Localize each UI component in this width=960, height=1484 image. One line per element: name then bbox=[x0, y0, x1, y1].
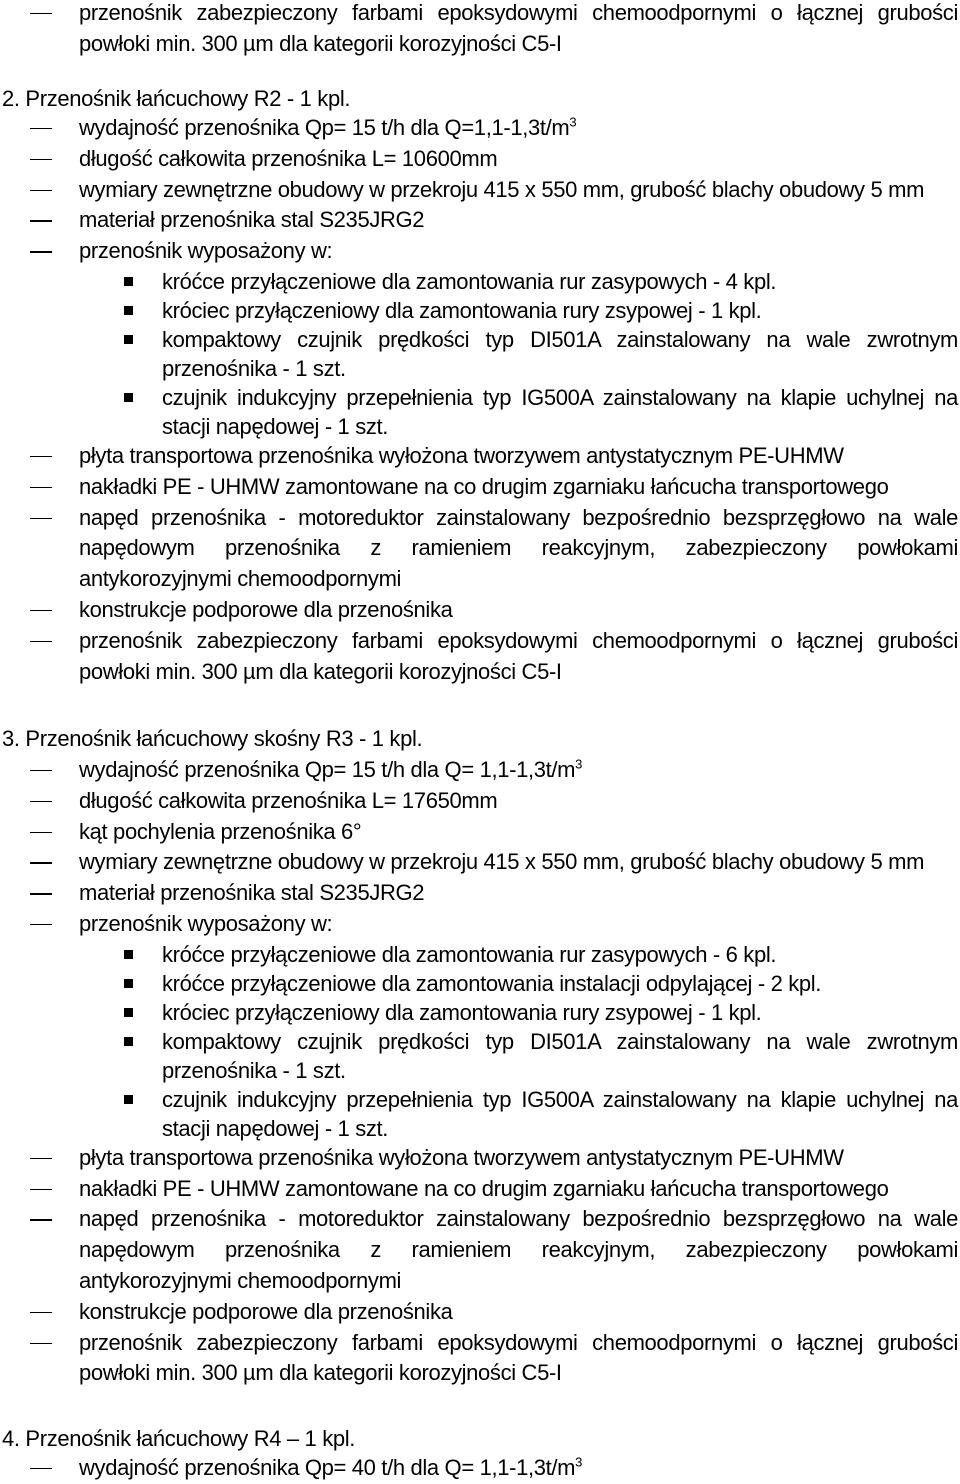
list-item bbox=[0, 1174, 960, 1205]
line-text: powłoki min. 300 µm dla kategorii korozyjności C5-I bbox=[79, 30, 562, 56]
line-text: nakładki PE - UHMW zamontowane na co drugim zgarniaku łańcucha transportowego bbox=[79, 1175, 889, 1201]
dash-bullet-icon bbox=[30, 1343, 52, 1344]
square-bullet-icon bbox=[124, 1037, 133, 1046]
sub-list-item bbox=[0, 1085, 960, 1143]
list-item bbox=[0, 144, 960, 175]
square-bullet-icon bbox=[124, 979, 133, 988]
dash-bullet-icon bbox=[30, 862, 52, 863]
line-text: konstrukcje podporowe dla przenośnika bbox=[79, 1298, 453, 1324]
list-item bbox=[0, 175, 960, 206]
line-text: króciec przyłączeniowy dla zamontowania rury zsypowej - 1 kpl. bbox=[162, 297, 762, 323]
line-text: antykorozyjnymi chemoodpornymi bbox=[79, 566, 402, 592]
list-item bbox=[0, 1204, 960, 1296]
line-text: wymiary zewnętrzne obudowy w przekroju 415 x 550 mm, grubość blachy obudowy 5 mm bbox=[79, 176, 925, 202]
list-item bbox=[0, 595, 960, 626]
line-text: napędowym przenośnika z ramieniem reakcyjnym, zabezpieczony powłokami bbox=[79, 535, 958, 561]
line-text: nakładki PE - UHMW zamontowane na co drugim zgarniaku łańcucha transportowego bbox=[79, 473, 889, 499]
line-text: materiał przenośnika stal S235JRG2 bbox=[79, 880, 425, 906]
line-text: napęd przenośnika - motoreduktor zainstalowany bezpośrednio bezsprzęgłowo na wale bbox=[79, 504, 958, 530]
dash-bullet-icon bbox=[30, 770, 52, 771]
line-text: kompaktowy czujnik prędkości typ DI501A zainstalowany na wale zwrotnym bbox=[162, 326, 958, 352]
square-bullet-icon bbox=[124, 1095, 133, 1104]
list-item bbox=[0, 909, 960, 940]
dash-bullet-icon bbox=[30, 1189, 52, 1190]
sub-list-item bbox=[0, 940, 960, 969]
square-bullet-icon bbox=[124, 950, 133, 959]
section-4-list bbox=[0, 1453, 960, 1484]
line-text: czujnik indukcyjny przepełnienia typ IG500A zainstalowany na klapie uchylnej na bbox=[162, 1086, 958, 1112]
line-text: powłoki min. 300 µm dla kategorii korozyjności C5-I bbox=[79, 1360, 562, 1386]
dash-bullet-icon bbox=[30, 220, 52, 221]
list-item bbox=[0, 786, 960, 817]
line-text: przenośnik zabezpieczony farbami epoksydowymi chemoodpornymi o łącznej grubości bbox=[79, 0, 958, 25]
dash-bullet-icon bbox=[30, 1219, 52, 1220]
list-item bbox=[0, 472, 960, 503]
line-text: czujnik indukcyjny przepełnienia typ IG500A zainstalowany na klapie uchylnej na bbox=[162, 384, 958, 410]
line-text: wydajność przenośnika Qp= 15 t/h dla Q=1,1-1,3t/m bbox=[79, 115, 570, 140]
line-text: płyta transportowa przenośnika wyłożona tworzywem antystatycznym PE-UHMW bbox=[79, 442, 844, 468]
sub-list-item bbox=[0, 296, 960, 325]
line-text: długość całkowita przenośnika L= 17650mm bbox=[79, 787, 498, 813]
line-text: materiał przenośnika stal S235JRG2 bbox=[79, 207, 425, 233]
line-text: króćce przyłączeniowe dla zamontowania rur zasypowych - 6 kpl. bbox=[162, 941, 777, 967]
list-item bbox=[0, 236, 960, 267]
sub-list-item bbox=[0, 383, 960, 441]
line-text: króćce przyłączeniowe dla zamontowania rur zasypowych - 4 kpl. bbox=[162, 268, 777, 294]
square-bullet-icon bbox=[124, 277, 133, 286]
dash-bullet-icon bbox=[30, 1468, 52, 1469]
section-1-tail bbox=[0, 0, 960, 60]
list-item bbox=[0, 0, 960, 60]
line-text: powłoki min. 300 µm dla kategorii korozyjności C5-I bbox=[79, 658, 562, 684]
section-4-heading: 4. Przenośnik łańcuchowy R4 – 1 kpl. bbox=[2, 1426, 356, 1451]
list-item bbox=[0, 1453, 960, 1484]
square-bullet-icon bbox=[124, 1008, 133, 1017]
sub-list-item bbox=[0, 1027, 960, 1085]
line-text: przenośnika - 1 szt. bbox=[162, 355, 346, 381]
dash-bullet-icon bbox=[30, 159, 52, 160]
sub-list-item bbox=[0, 969, 960, 998]
section-2-heading: 2. Przenośnik łańcuchowy R2 - 1 kpl. bbox=[2, 86, 351, 111]
superscript: 3 bbox=[575, 756, 583, 772]
dash-bullet-icon bbox=[30, 13, 52, 14]
line-text: konstrukcje podporowe dla przenośnika bbox=[79, 596, 453, 622]
line-text: kąt pochylenia przenośnika 6° bbox=[79, 818, 362, 844]
line-text: płyta transportowa przenośnika wyłożona tworzywem antystatycznym PE-UHMW bbox=[79, 1144, 844, 1170]
section-3-heading: 3. Przenośnik łańcuchowy skośny R3 - 1 kpl. bbox=[2, 726, 423, 751]
line-text: przenośnik wyposażony w: bbox=[79, 910, 333, 936]
dash-bullet-icon bbox=[30, 641, 52, 642]
list-item bbox=[0, 1297, 960, 1328]
dash-bullet-icon bbox=[30, 801, 52, 802]
dash-bullet-icon bbox=[30, 924, 52, 925]
line-text: przenośnika - 1 szt. bbox=[162, 1057, 346, 1083]
line-text: antykorozyjnymi chemoodpornymi bbox=[79, 1267, 402, 1293]
square-bullet-icon bbox=[124, 335, 133, 344]
section-2-list bbox=[0, 113, 960, 687]
line-text: stacji napędowej - 1 szt. bbox=[162, 413, 389, 439]
dash-bullet-icon bbox=[30, 456, 52, 457]
dash-bullet-icon bbox=[30, 1312, 52, 1313]
list-item bbox=[0, 817, 960, 848]
line-text: napędowym przenośnika z ramieniem reakcyjnym, zabezpieczony powłokami bbox=[79, 1237, 958, 1263]
line-text: napęd przenośnika - motoreduktor zainstalowany bezpośrednio bezsprzęgłowo na wale bbox=[79, 1206, 958, 1232]
dash-bullet-icon bbox=[30, 832, 52, 833]
dash-bullet-icon bbox=[30, 893, 52, 894]
square-bullet-icon bbox=[124, 306, 133, 315]
line-text: przenośnik zabezpieczony farbami epoksydowymi chemoodpornymi o łącznej grubości bbox=[79, 627, 958, 653]
dash-bullet-icon bbox=[30, 487, 52, 488]
superscript: 3 bbox=[569, 114, 577, 130]
list-item bbox=[0, 1143, 960, 1174]
line-text: wydajność przenośnika Qp= 15 t/h dla Q= 1,1-1,3t/m bbox=[79, 757, 576, 782]
list-item bbox=[0, 113, 960, 144]
list-item bbox=[0, 205, 960, 236]
square-bullet-icon bbox=[124, 393, 133, 402]
sub-list-item bbox=[0, 998, 960, 1027]
dash-bullet-icon bbox=[30, 190, 52, 191]
line-text: wymiary zewnętrzne obudowy w przekroju 415 x 550 mm, grubość blachy obudowy 5 mm bbox=[79, 849, 925, 875]
line-text: długość całkowita przenośnika L= 10600mm bbox=[79, 145, 498, 171]
sub-list-item bbox=[0, 267, 960, 296]
dash-bullet-icon bbox=[30, 1158, 52, 1159]
list-item bbox=[0, 755, 960, 786]
sub-list-item bbox=[0, 325, 960, 383]
list-item bbox=[0, 847, 960, 878]
dash-bullet-icon bbox=[30, 518, 52, 519]
line-text: króciec przyłączeniowy dla zamontowania rury zsypowej - 1 kpl. bbox=[162, 999, 762, 1025]
line-text: przenośnik zabezpieczony farbami epoksydowymi chemoodpornymi o łącznej grubości bbox=[79, 1329, 958, 1355]
line-text: króćce przyłączeniowe dla zamontowania instalacji odpylającej - 2 kpl. bbox=[162, 970, 822, 996]
list-item bbox=[0, 503, 960, 595]
dash-bullet-icon bbox=[30, 610, 52, 611]
list-item bbox=[0, 441, 960, 472]
line-text: kompaktowy czujnik prędkości typ DI501A zainstalowany na wale zwrotnym bbox=[162, 1028, 958, 1054]
superscript: 3 bbox=[575, 1454, 583, 1470]
list-item bbox=[0, 626, 960, 688]
dash-bullet-icon bbox=[30, 128, 52, 129]
list-item bbox=[0, 1328, 960, 1390]
line-text: przenośnik wyposażony w: bbox=[79, 238, 333, 264]
section-3-list bbox=[0, 755, 960, 1389]
line-text: wydajność przenośnika Qp= 40 t/h dla Q= 1,1-1,3t/m bbox=[79, 1455, 576, 1480]
list-item bbox=[0, 878, 960, 909]
dash-bullet-icon bbox=[30, 251, 52, 252]
line-text: stacji napędowej - 1 szt. bbox=[162, 1115, 389, 1141]
